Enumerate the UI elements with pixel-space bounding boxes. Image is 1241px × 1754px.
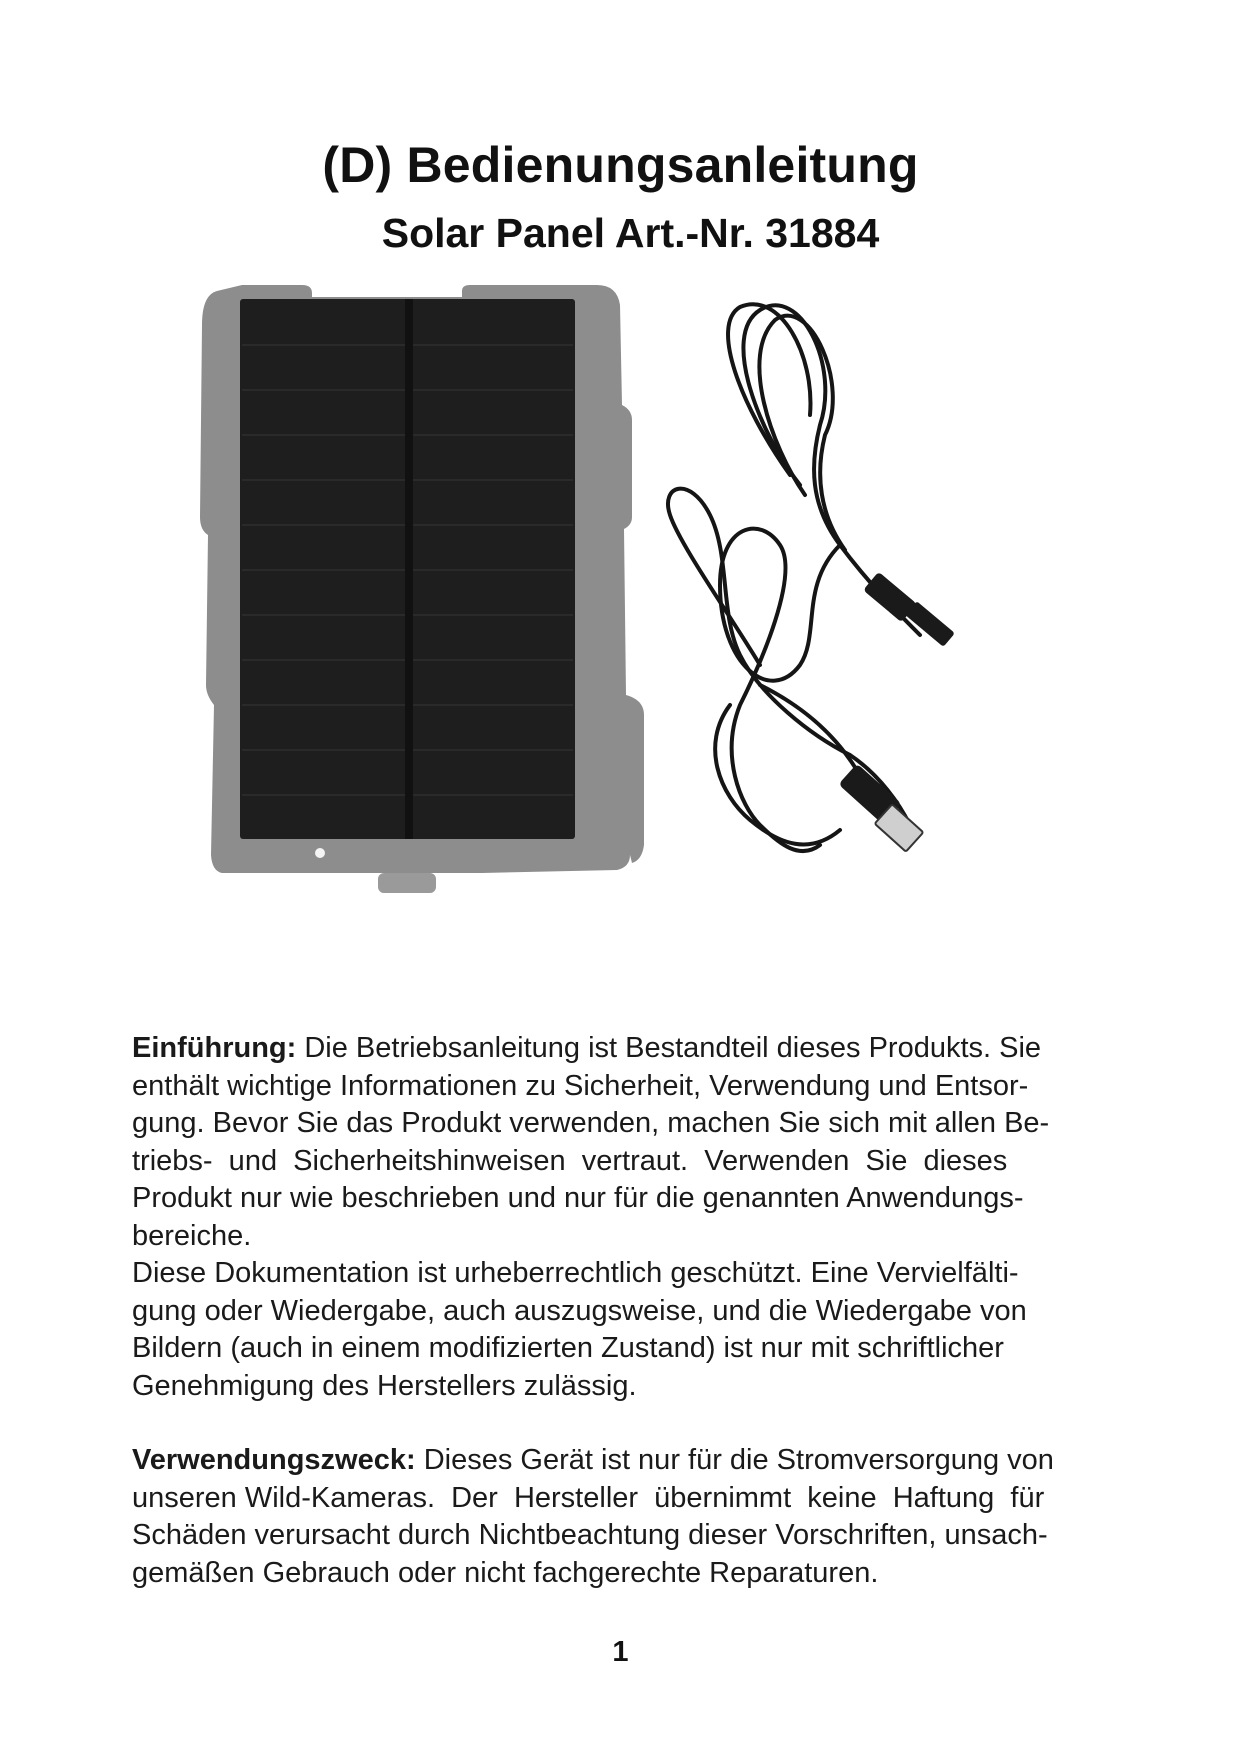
cell-divider: [405, 299, 413, 839]
dc-plug: [863, 572, 955, 647]
purpose-paragraph: [132, 1442, 1132, 1592]
intro-line: enthält wichtige Informationen zu Sicherheit, Verwendung und Entsor-: [132, 1069, 1029, 1102]
usb-plug: [838, 764, 923, 852]
intro-heading: Einführung:: [132, 1032, 297, 1064]
page-title: (D) Bedienungsanleitung: [322, 137, 919, 193]
purpose-line: Dieses Gerät ist nur für die Stromversorgung von: [415, 1444, 1054, 1476]
intro-line: triebs- und Sicherheitshinweisen vertraut. Verwenden Sie dieses: [132, 1144, 1008, 1177]
body-text: [132, 1030, 1132, 1592]
intro-line: Die Betriebsanleitung ist Bestandteil dieses Produkts. Sie: [296, 1032, 1042, 1064]
purpose-heading: Verwendungszweck:: [132, 1444, 416, 1476]
product-photo: [200, 285, 1080, 1015]
connector-port: [378, 873, 436, 893]
page-subtitle: Solar Panel Art.-Nr. 31884: [381, 210, 880, 256]
page-number: 1: [612, 1636, 629, 1668]
purpose-line: gemäßen Gebrauch oder nicht fachgerechte Reparaturen.: [132, 1556, 879, 1589]
intro-line: gung oder Wiedergabe, auch auszugsweise, und die Wiedergabe von: [132, 1294, 1027, 1327]
intro-line: Bildern (auch in einem modifizierten Zustand) ist nur mit schriftlicher: [132, 1332, 1004, 1364]
led-indicator: [315, 848, 325, 858]
purpose-line: unseren Wild-Kameras. Der Hersteller übernimmt keine Haftung für: [132, 1481, 1045, 1514]
intro-line: Produkt nur wie beschrieben und nur für die genannten Anwendungs-: [132, 1182, 1024, 1214]
purpose-line: Schäden verursacht durch Nichtbeachtung dieser Vorschriften, unsach-: [132, 1519, 1048, 1551]
solar-panel-illustration: [200, 285, 1080, 1015]
intro-line: Genehmigung des Herstellers zulässig.: [132, 1369, 637, 1402]
intro-paragraph: [132, 1030, 1132, 1405]
intro-line: bereiche.: [132, 1219, 252, 1252]
intro-line: gung. Bevor Sie das Produkt verwenden, machen Sie sich mit allen Be-: [132, 1107, 1050, 1139]
intro-line: Diese Dokumentation ist urheberrechtlich geschützt. Eine Vervielfälti-: [132, 1257, 1019, 1289]
